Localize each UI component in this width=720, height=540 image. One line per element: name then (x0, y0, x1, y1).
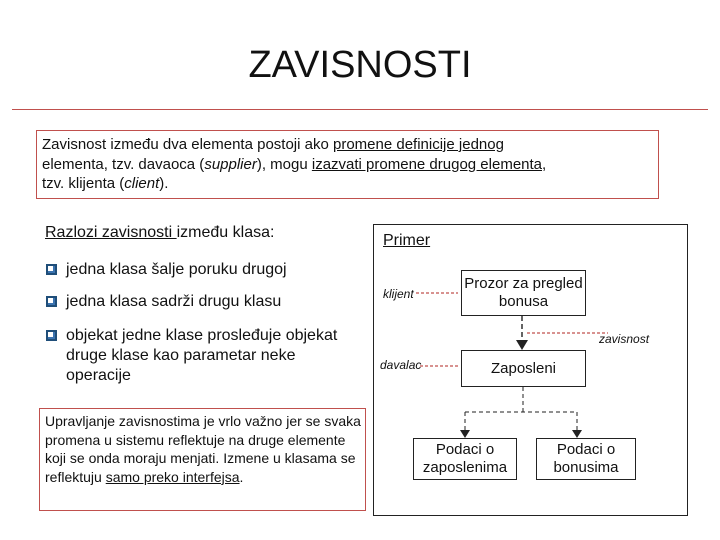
def-italic-client: client (124, 175, 160, 192)
def-part: Zavisnost između dva elementa postoji ako (42, 136, 333, 153)
supplier-label: davalac (380, 358, 422, 372)
reasons-heading-rest: između klasa: (176, 224, 275, 241)
note-underlined: samo preko interfejsa (105, 468, 240, 485)
example-title: Primer (383, 232, 431, 249)
class-node-employee-data: Podaci o zaposlenima (413, 438, 517, 480)
dependency-arrowhead (516, 340, 528, 350)
client-label: klijent (383, 287, 414, 301)
branch-left-arrowhead (460, 430, 470, 438)
slide-title: ZAVISNOSTI (248, 44, 472, 86)
note-end: . (239, 468, 244, 485)
note-plain: Upravljanje zavisnostima je vrlo važno jer se svaka promena u sistemu reflektuje na druge elemente koji se onda moraju menjati. Izmene u klasama se reflektuju (45, 413, 361, 485)
def-part: tzv. klijenta ( (42, 175, 125, 192)
def-part: elementa, tzv. davaoca ( (42, 155, 205, 173)
class-node-bonus-data: Podaci o bonusima (536, 438, 636, 480)
list-item-text: jedna klasa sadrži drugu klasu (66, 293, 282, 310)
reasons-heading-underlined: Razlozi zavisnosti (45, 224, 177, 241)
branch-right-arrowhead (572, 430, 582, 438)
class-node-bonus-window: Prozor za pregled bonusa (461, 270, 586, 316)
dependency-label: zavisnost (599, 332, 650, 346)
def-underlined-2: izazvati promene drugog elementa (311, 155, 543, 173)
class-node-employees: Zaposleni (461, 350, 586, 387)
list-item-text: objekat jedne klase prosleđuje objekat druge klase kao parametar neke operacije (66, 327, 338, 384)
def-part: ). (159, 175, 169, 192)
def-italic-supplier: supplier (204, 155, 257, 173)
def-underlined-1: promene definicije jednog (332, 136, 504, 153)
def-part: ), mogu (256, 155, 312, 173)
list-item-text: jedna klasa šalje poruku drugoj (66, 261, 287, 278)
def-part: , (542, 155, 547, 173)
